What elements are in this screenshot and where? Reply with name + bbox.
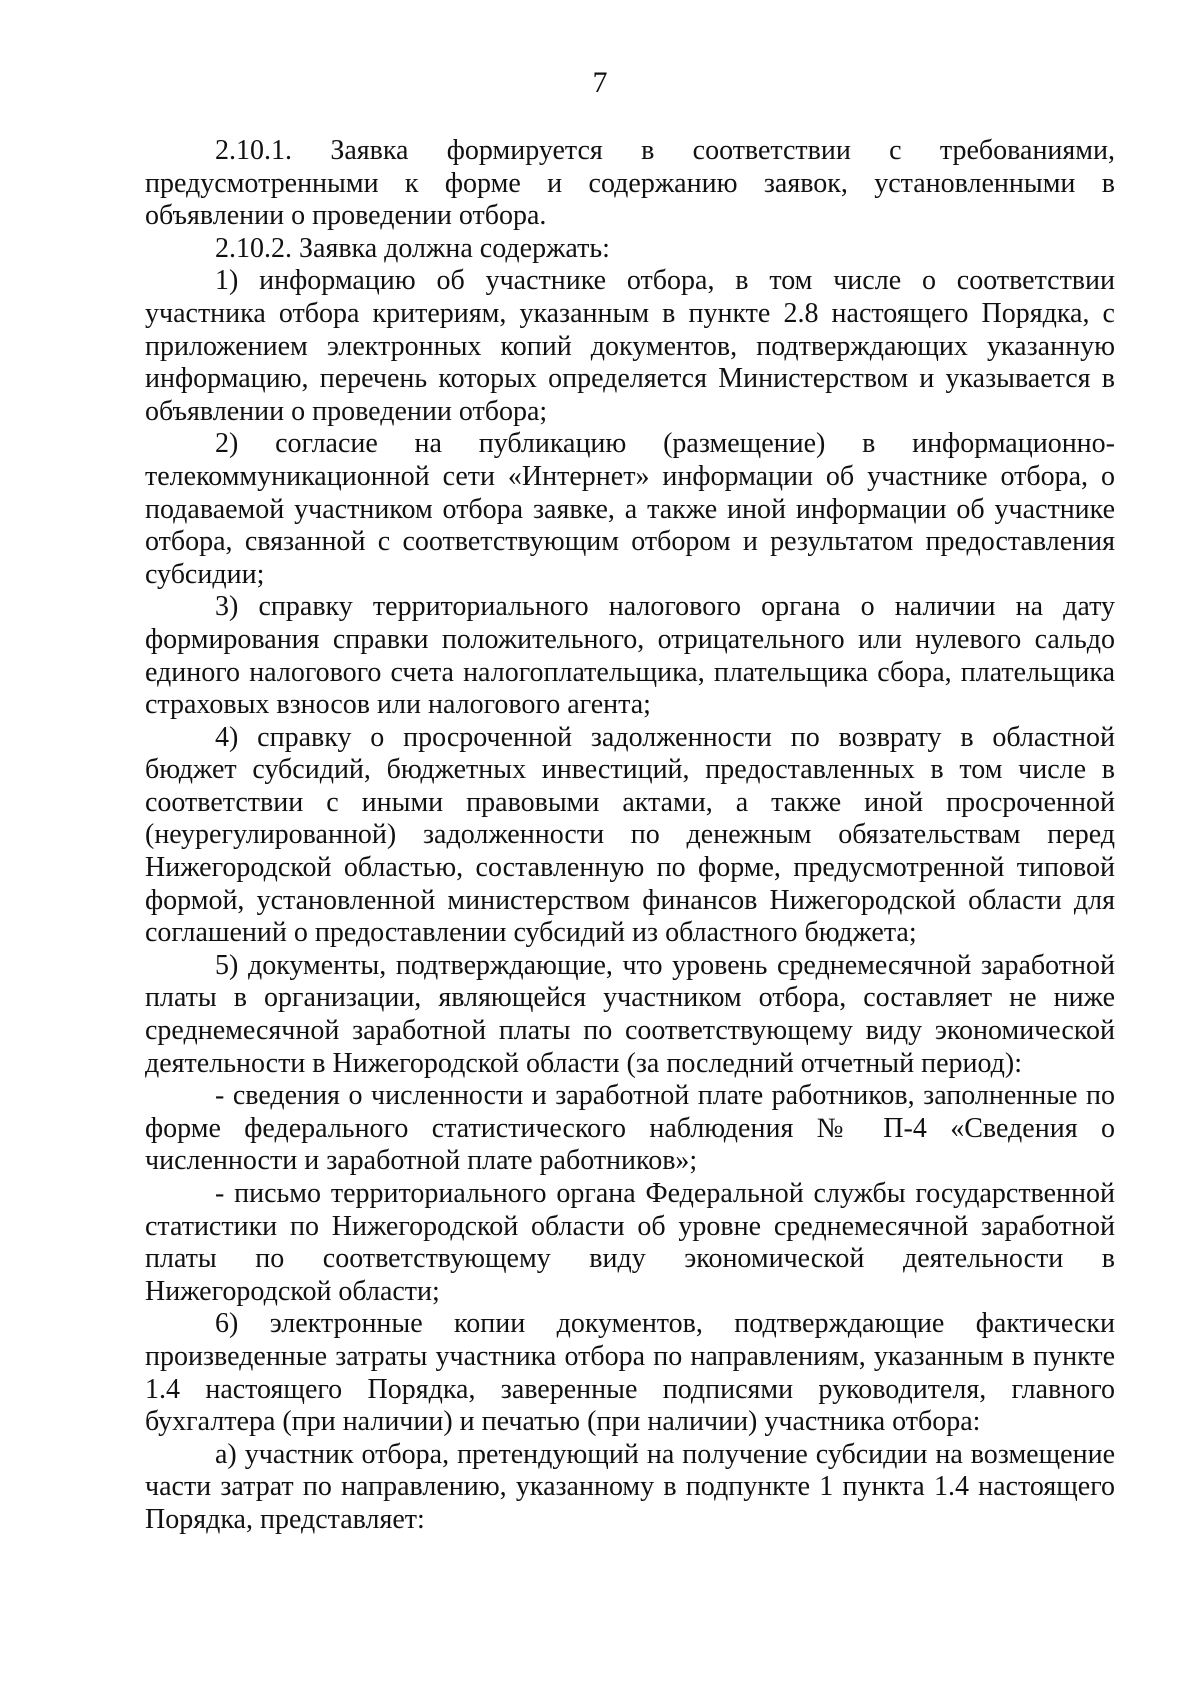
paragraph-item-5-bullet-2: - письмо территориального органа Федеральной службы государственной статистики по Нижегородской области об уровне среднемесячной заработной платы по соответствующему виду экономической деятельности в Нижегородской области; — [145, 1178, 1115, 1307]
paragraph-2-10-1: 2.10.1. Заявка формируется в соответствии с требованиями, предусмотренными к форме и содержанию заявок, установленными в объявлении о проведении отбора. — [145, 135, 1115, 232]
paragraph-item-6-a: а) участник отбора, претендующий на получение субсидии на возмещение части затрат по направлению, указанному в подпункте 1 пункта 1.4 настоящего Порядка, представляет: — [145, 1438, 1115, 1535]
paragraph-item-5: 5) документы, подтверждающие, что уровень среднемесячной заработной платы в организации, являющейся участником отбора, составляет не ниже среднемесячной заработной платы по соответствующему виду экономической деятельности в Нижегородской области (за последний отчетный период): — [145, 949, 1115, 1079]
paragraph-item-6: 6) электронные копии документов, подтверждающие фактически произведенные затраты участника отбора по направлениям, указанным в пункте 1.4 настоящего Порядка, заверенные подписями руководителя, главного бухгалтера (при наличии) и печатью (при наличии) участника отбора: — [145, 1308, 1115, 1438]
paragraph-item-4: 4) справку о просроченной задолженности по возврату в областной бюджет субсидий, бюджетных инвестиций, предоставленных в том числе в соответствии с иными правовыми актами, а также иной просроченной (неурегулированной) задолженности по денежным обязательствам перед Нижегородской областью, составленную по форме, предусмотренной типовой формой, установленной министерством финансов Нижегородской области для соглашений о предоставлении субсидий из областного бюджета; — [145, 721, 1115, 949]
paragraph-item-1: 1) информацию об участнике отбора, в том числе о соответствии участника отбора критериям, указанным в пункте 2.8 настоящего Порядка, с приложением электронных копий документов, подтверждающих указанную информацию, перечень которых определяется Министерством и указывается в объявлении о проведении отбора; — [145, 265, 1115, 427]
paragraph-2-10-2: 2.10.2. Заявка должна содержать: — [215, 232, 610, 264]
paragraph-item-2: 2) согласие на публикацию (размещение) в информационно-телекоммуникационной сети «Интернет» информации об участнике отбора, о подаваемой участником отбора заявке, а также иной информации об участнике отбора, связанной с соответствующим отбором и результатом предоставления субсидии; — [145, 428, 1115, 590]
page-number: 7 — [592, 66, 608, 99]
document-body — [145, 135, 1115, 1537]
paragraph-item-5-bullet-1: - сведения о численности и заработной плате работников, заполненные по форме федерального статистического наблюдения № П-4 «Сведения о численности и заработной плате работников»; — [145, 1080, 1115, 1177]
paragraph-item-3: 3) справку территориального налогового органа о наличии на дату формирования справки положительного, отрицательного или нулевого сальдо единого налогового счета налогоплательщика, плательщика сбора, плательщика страховых взносов или налогового агента; — [145, 591, 1115, 721]
